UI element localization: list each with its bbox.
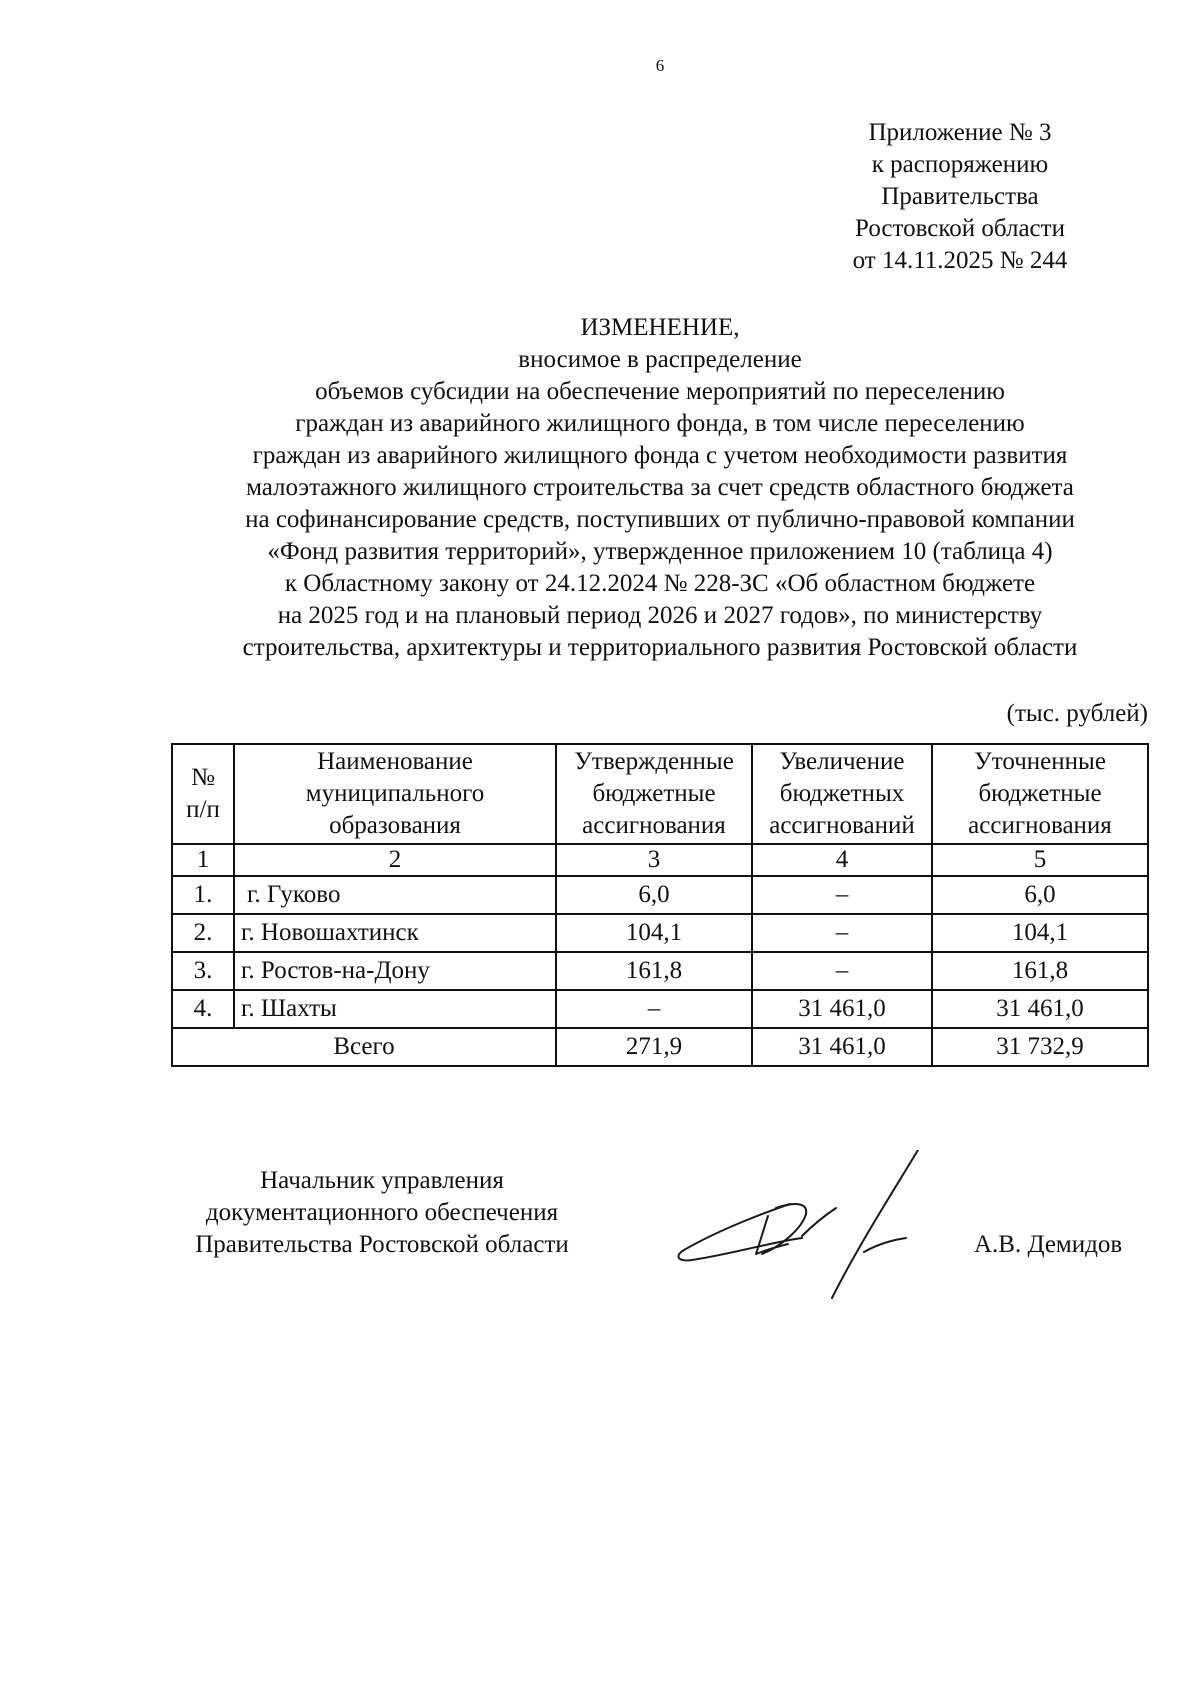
column-number: 5 [932, 844, 1148, 876]
row-municipality: г. Новошахтинск [234, 914, 556, 952]
appendix-line: Ростовской области [855, 215, 1065, 242]
heading-line: строительства, архитектуры и территориального развития Ростовской области [242, 634, 1078, 661]
row-refined: 6,0 [932, 876, 1148, 914]
row-number: 4. [172, 990, 234, 1028]
row-number: 2. [172, 914, 234, 952]
heading-line: на софинансирование средств, поступивших от публично-правовой компании [245, 506, 1075, 533]
total-label: Всего [172, 1028, 556, 1066]
header-municipality: Наименование муниципального образования [234, 744, 556, 844]
table-total-row [172, 1028, 1148, 1066]
document-heading [170, 312, 1150, 664]
page-number: 6 [655, 56, 665, 75]
budget-table [171, 743, 1149, 1067]
appendix-line: к распоряжению [871, 151, 1049, 178]
row-increase: 31 461,0 [752, 990, 932, 1028]
heading-line: граждан из аварийного жилищного фонда с учетом необходимости развития [252, 442, 1068, 469]
row-number: 3. [172, 952, 234, 990]
column-number: 3 [556, 844, 752, 876]
column-number: 2 [234, 844, 556, 876]
header-number: № п/п [172, 744, 234, 844]
appendix-line: Правительства [881, 183, 1039, 210]
header-increase: Увеличение бюджетных ассигнований [752, 744, 932, 844]
heading-line: малоэтажного жилищного строительства за счет средств областного бюджета [246, 474, 1074, 501]
signer-name: А.В. Демидов [974, 1231, 1123, 1258]
document-title: ИЗМЕНЕНИЕ, [580, 314, 740, 341]
row-approved: 161,8 [556, 952, 752, 990]
appendix-line: Приложение № 3 [868, 119, 1052, 146]
table-row [172, 914, 1148, 952]
heading-line: граждан из аварийного жилищного фонда, в том числе переселению [295, 410, 1025, 437]
row-refined: 161,8 [932, 952, 1148, 990]
signer-position-line: Начальник управления [260, 1167, 504, 1194]
signer-position-line: документационного обеспечения [205, 1199, 559, 1226]
heading-line: вносимое в распределение [518, 346, 802, 373]
header-approved: Утвержденные бюджетные ассигнования [556, 744, 752, 844]
row-municipality: г. Ростов-на-Дону [234, 952, 556, 990]
signer-position [162, 1165, 602, 1261]
row-municipality: г. Гуково [234, 876, 556, 914]
row-approved: 104,1 [556, 914, 752, 952]
row-municipality: г. Шахты [234, 990, 556, 1028]
row-approved: – [556, 990, 752, 1028]
table-row [172, 952, 1148, 990]
heading-line: объемов субсидии на обеспечение мероприятий по переселению [315, 378, 1005, 405]
row-refined: 104,1 [932, 914, 1148, 952]
total-approved: 271,9 [556, 1028, 752, 1066]
appendix-block [840, 117, 1080, 277]
row-number: 1. [172, 876, 234, 914]
handwritten-signature [672, 1150, 952, 1310]
row-increase: – [752, 876, 932, 914]
table-row [172, 990, 1148, 1028]
appendix-line: от 14.11.2025 № 244 [852, 247, 1068, 274]
total-refined: 31 732,9 [932, 1028, 1148, 1066]
heading-line: к Областному закону от 24.12.2024 № 228-ЗС «Об областном бюджете [284, 570, 1036, 597]
row-increase: – [752, 952, 932, 990]
units-label: (тыс. рублей) [1006, 700, 1148, 727]
table-row [172, 876, 1148, 914]
header-refined: Уточненные бюджетные ассигнования [932, 744, 1148, 844]
row-increase: – [752, 914, 932, 952]
column-number: 4 [752, 844, 932, 876]
row-approved: 6,0 [556, 876, 752, 914]
table-header-row [172, 744, 1148, 844]
heading-line: «Фонд развития территорий», утвержденное приложением 10 (таблица 4) [267, 538, 1053, 565]
signer-position-line: Правительства Ростовской области [195, 1231, 569, 1258]
total-increase: 31 461,0 [752, 1028, 932, 1066]
column-number: 1 [172, 844, 234, 876]
row-refined: 31 461,0 [932, 990, 1148, 1028]
column-number-row [172, 844, 1148, 876]
heading-line: на 2025 год и на плановый период 2026 и 2027 годов», по министерству [277, 602, 1043, 629]
